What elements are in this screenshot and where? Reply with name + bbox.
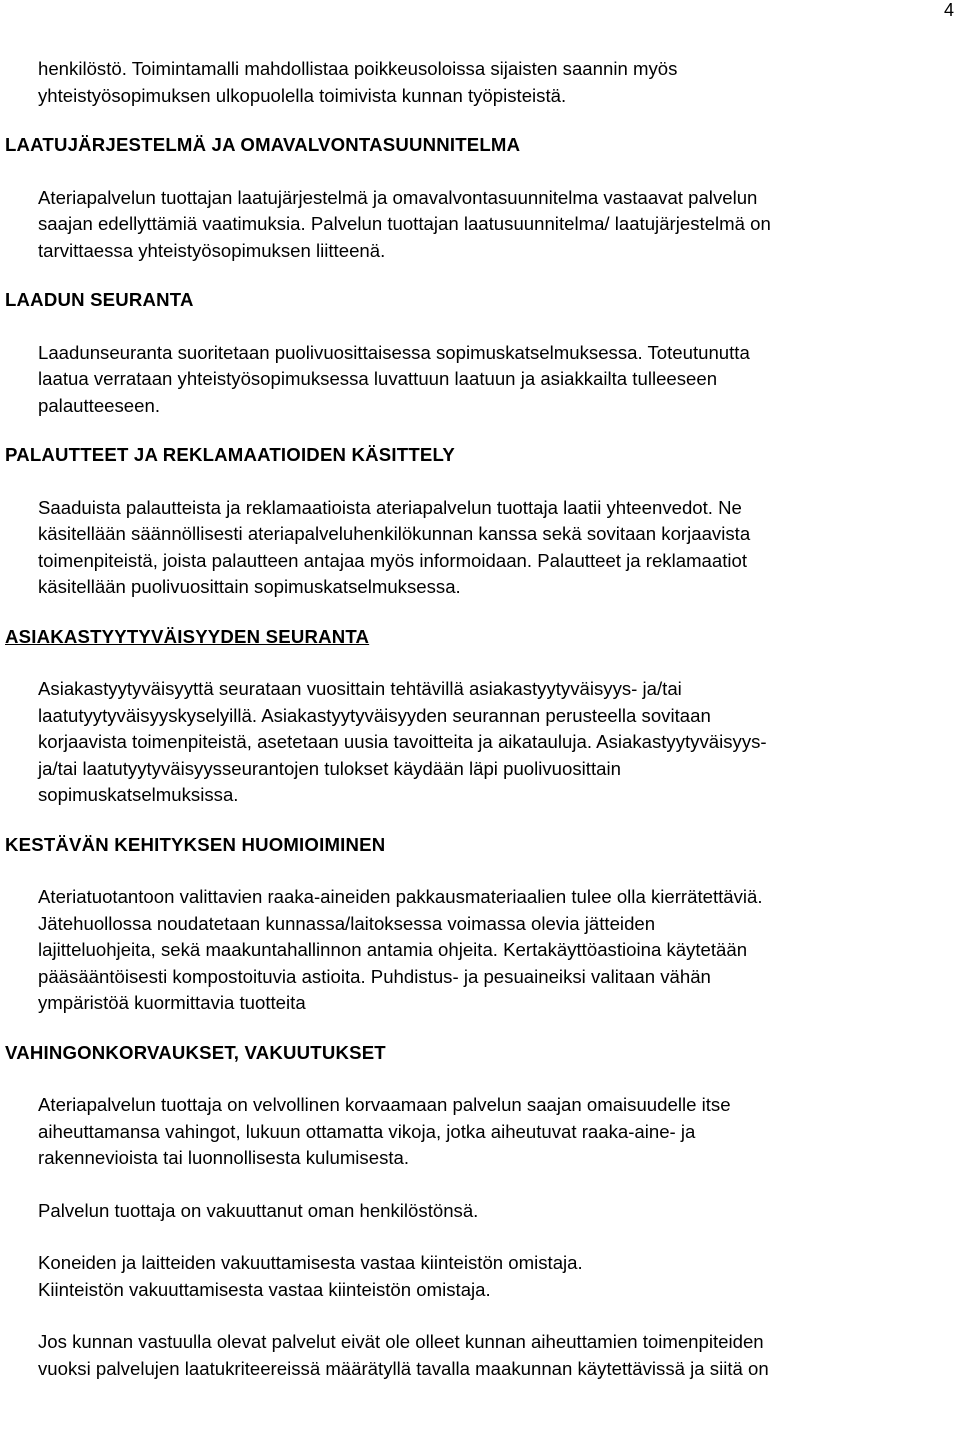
text-line: Laadunseuranta suoritetaan puolivuosittaisessa sopimuskatselmuksessa. Toteutunutta — [38, 341, 750, 363]
text-line: Kiinteistön vakuuttamisesta vastaa kiinteistön omistaja. — [38, 1278, 491, 1300]
text-line: ja/tai laatutyytyväisyysseurantojen tulokset käydään läpi puolivuosittain — [38, 757, 621, 779]
section-heading-customer-satisfaction — [5, 624, 960, 651]
staff-insurance-paragraph — [38, 1198, 956, 1225]
section-heading-feedback-handling: PALAUTTEET JA REKLAMAATIOIDEN KÄSITTELY — [5, 444, 455, 465]
property-insurance-paragraph — [38, 1250, 956, 1303]
text-line: toimenpiteistä, joista palautteen antajaa myös informoidaan. Palautteet ja reklamaatiot — [38, 549, 748, 571]
text-line: sopimuskatselmuksissa. — [38, 784, 239, 805]
heading-text: ASIAKASTYYTYVÄISYYDEN SEURANTA — [5, 625, 370, 647]
text-line: tarvittaessa yhteistyösopimuksen liitteenä. — [38, 239, 386, 261]
damages-paragraph — [38, 1092, 956, 1172]
feedback-handling-paragraph — [38, 495, 956, 601]
text-line: Koneiden ja laitteiden vakuuttamisesta vastaa kiinteistön omistaja. — [38, 1252, 583, 1273]
text-line: Palvelun tuottaja on vakuuttanut oman henkilöstönsä. — [38, 1199, 479, 1221]
section-heading-quality-monitoring: LAADUN SEURANTA — [5, 289, 194, 310]
intro-paragraph — [38, 56, 956, 109]
page-number: 4 — [943, 0, 954, 20]
section-heading-quality-system: LAATUJÄRJESTELMÄ JA OMAVALVONTASUUNNITELMA — [5, 134, 521, 155]
customer-satisfaction-paragraph — [38, 676, 956, 809]
text-line: palautteeseen. — [38, 394, 160, 416]
section-heading-sustainability: KESTÄVÄN KEHITYKSEN HUOMIOIMINEN — [5, 833, 386, 855]
municipal-services-paragraph — [38, 1329, 956, 1382]
text-line: rakennevioista tai luonnollisesta kulumisesta. — [38, 1147, 410, 1168]
text-line: lajitteluohjeita, sekä maakuntahallinnon antamia ohjeita. Kertakäyttöastioina käytetään — [38, 939, 748, 960]
text-line: saajan edellyttämiä vaatimuksia. Palvelun tuottajan laatusuunnitelma/ laatujärjestelmä on — [38, 213, 771, 234]
text-line: Jos kunnan vastuulla olevat palvelut eivät ole olleet kunnan aiheuttamien toimenpiteiden — [38, 1331, 764, 1352]
text-line: Asiakastyytyväisyyttä seurataan vuosittain tehtävillä asiakastyytyväisyys- ja/tai — [38, 678, 682, 699]
text-line: Ateriatuotantoon valittavien raaka-aineiden pakkausmateriaalien tulee olla kierrätettäviä. — [38, 886, 763, 907]
sustainability-paragraph — [38, 884, 956, 1017]
text-line: korjaavista toimenpiteistä, asetetaan uusia tavoitteita ja aikatauluja. Asiakastyytyväisyys- — [38, 731, 767, 752]
document-body — [0, 56, 960, 1382]
text-line: ympäristöä kuormittavia tuotteita — [38, 992, 306, 1013]
text-line: pääsääntöisesti kompostoituvia astioita. Puhdistus- ja pesuaineiksi valitaan vähän — [38, 965, 711, 987]
text-line: aiheuttamansa vahingot, lukuun ottamatta vikoja, jotka aiheutuvat raaka-aine- ja — [38, 1120, 696, 1142]
text-line: henkilöstö. Toimintamalli mahdollistaa poikkeusoloissa sijaisten saannin myös — [38, 58, 678, 79]
text-line: vuoksi palvelujen laatukriteereissä määrätyllä tavalla maakunnan käytettävissä ja siitä on — [38, 1357, 769, 1379]
text-line: Jätehuollossa noudatetaan kunnassa/laitoksessa voimassa olevia jätteiden — [38, 912, 656, 934]
section-heading-damages-insurance: VAHINGONKORVAUKSET, VAKUUTUKSET — [5, 1041, 386, 1063]
text-line: Saaduista palautteista ja reklamaatioista ateriapalvelun tuottaja laatii yhteenvedot. Ne — [38, 496, 742, 518]
quality-monitoring-paragraph — [38, 340, 956, 420]
text-line: Ateriapalvelun tuottajan laatujärjestelmä ja omavalvontasuunnitelma vastaavat palvelun — [38, 186, 758, 208]
text-line: yhteistyösopimuksen ulkopuolella toimivista kunnan työpisteistä. — [38, 84, 567, 106]
text-line: käsitellään säännöllisesti ateriapalveluhenkilökunnan kanssa sekä sovitaan korjaavista — [38, 523, 751, 544]
text-line: laatua verrataan yhteistyösopimuksessa luvattuun laatuun ja asiakkailta tulleeseen — [38, 368, 718, 389]
text-line: käsitellään puolivuosittain sopimuskatselmuksessa. — [38, 576, 461, 597]
quality-system-paragraph — [38, 185, 956, 265]
text-line: laatutyytyväisyyskyselyillä. Asiakastyytyväisyyden seurannan perusteella sovitaan — [38, 704, 711, 726]
text-line: Ateriapalvelun tuottaja on velvollinen korvaamaan palvelun saajan omaisuudelle itse — [38, 1094, 731, 1115]
